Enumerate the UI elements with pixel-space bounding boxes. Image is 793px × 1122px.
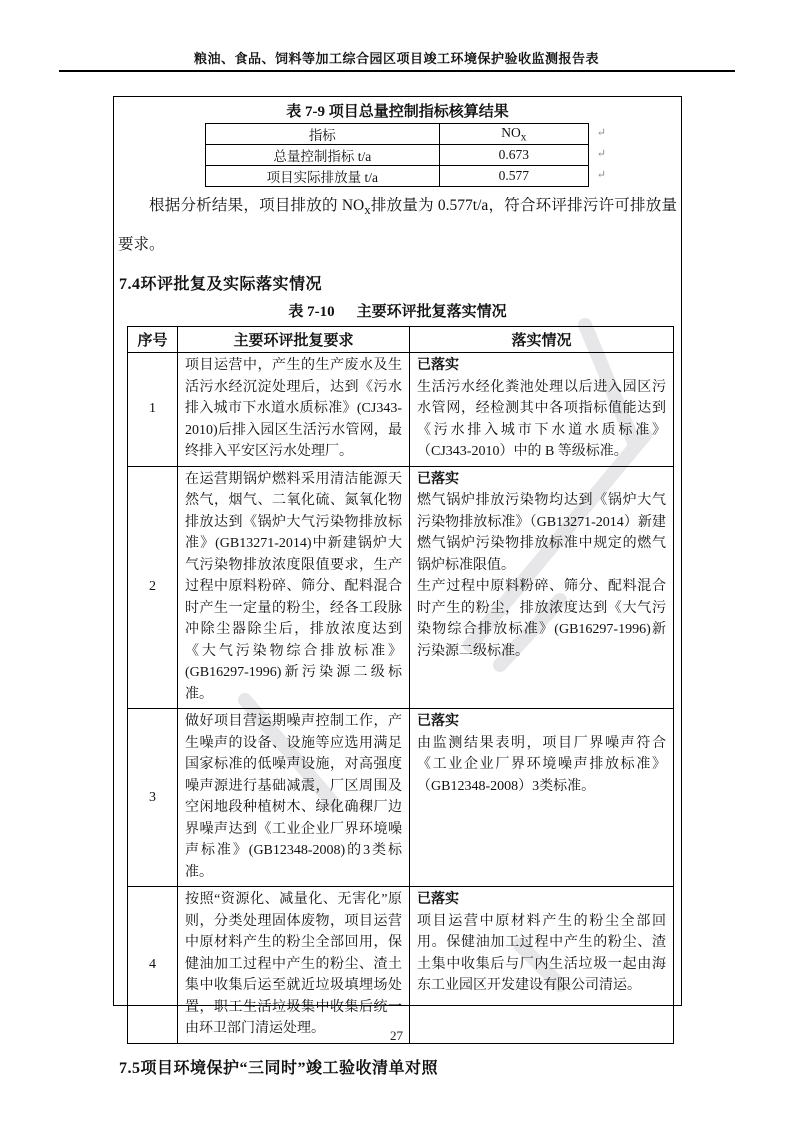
paragraph-mark-icon: ↵ xyxy=(596,169,606,181)
report-form-frame xyxy=(113,96,682,1077)
status-title: 已落实 xyxy=(417,714,459,730)
status-title: 已落实 xyxy=(417,358,459,374)
control-indicator-label: 总量控制指标 t/a xyxy=(206,145,440,166)
pollutant-symbol: NO xyxy=(501,124,521,140)
row-number: 2 xyxy=(128,466,178,709)
table-row xyxy=(128,887,674,1044)
indicator-header-cell: 指标 xyxy=(206,124,440,145)
analysis-text-part1: 根据分析结果，项目排放的 NO xyxy=(149,197,365,214)
analysis-text-part2: 排放量为 0.577t/a，符合环评排污许可排放量要求。 xyxy=(118,197,677,254)
pollutant-header-cell xyxy=(439,124,588,145)
status-cell xyxy=(410,353,674,467)
actual-emission-label: 项目实际排放量 t/a xyxy=(206,166,440,187)
table-row xyxy=(206,124,589,145)
status-cell xyxy=(410,466,674,709)
compliance-table xyxy=(127,326,674,1044)
status-paragraph: 生产过程中原料粉碎、筛分、配料混合时产生的粉尘，排放浓度达到《大气污染物综合排放标准》(GB16297-1996)新污染源二级标准。 xyxy=(417,579,666,659)
row-number: 4 xyxy=(128,887,178,1044)
status-cell xyxy=(410,887,674,1044)
table-row xyxy=(206,166,589,187)
status-paragraph: 由监测结果表明，项目厂界噪声符合《工业企业厂界环境噪声排放标准》（GB12348-2008）3类标准。 xyxy=(417,735,666,794)
status-cell xyxy=(410,709,674,887)
requirement-cell: 在运营期锅炉燃料采用清洁能源天然气，烟气、二氧化硫、氮氧化物排放达到《锅炉大气污染物排放标准》(GB13271-2014)中新建锅炉大气污染物排放浓度限值要求，生产过程中原料粉碎、筛分、配料混合时产生一定量的粉尘，经各工段脉冲除尘器除尘后，排放浓度达到《大气污染物综合排放标准》(GB16297-1996)新污染源二级标准。 xyxy=(178,466,410,709)
table-7-10-number: 表 7-10 xyxy=(288,304,335,321)
page-number: 27 xyxy=(390,1028,403,1043)
header-divider xyxy=(59,70,735,72)
table-row xyxy=(128,709,674,887)
analysis-paragraph xyxy=(118,188,677,262)
paragraph-mark-icon: ↵ xyxy=(596,127,606,139)
status-paragraph: 生活污水经化粪池处理以后进入园区污水管网，经检测其中各项指标值能达到《污水排入城市下水道水质标准》（CJ343-2010）中的 B 等级标准。 xyxy=(417,379,666,460)
section-7-5-heading: 7.5项目环境保护“三同时”竣工验收清单对照 xyxy=(119,1059,439,1077)
nox-subscript: x xyxy=(364,202,371,218)
total-control-table xyxy=(205,123,589,187)
requirement-cell: 按照“资源化、减量化、无害化”原则，分类处理固体废物，项目运营中原材料产生的粉尘全部回用，保健油加工过程中产生的粉尘、渣土集中收集后运至就近垃圾填埋场处置，职工生活垃圾集中收集后统一由环卫部门清运处理。 xyxy=(178,887,410,1044)
table-row xyxy=(128,466,674,709)
status-paragraph: 燃气锅炉排放污染物均达到《锅炉大气污染物排放标准》（GB13271-2014）新建燃气锅炉污染物排放标准中规定的燃气锅炉标准限值。 xyxy=(417,493,666,573)
control-indicator-value: 0.673 xyxy=(439,145,588,166)
table-7-10-caption xyxy=(114,300,681,321)
status-title: 已落实 xyxy=(417,892,459,908)
table-row xyxy=(128,353,674,467)
table-7-9-title: 表 7-9 项目总量控制指标核算结果 xyxy=(286,104,509,120)
actual-emission-value: 0.577 xyxy=(439,166,588,187)
status-title: 已落实 xyxy=(417,471,459,487)
col-header-number: 序号 xyxy=(128,327,178,353)
document-header-title: 粮油、食品、饲料等加工综合园区项目竣工环境保护验收监测报告表 xyxy=(193,51,599,66)
col-header-requirement: 主要环评批复要求 xyxy=(178,327,410,353)
table-row xyxy=(206,145,589,166)
status-paragraph: 项目运营中原材料产生的粉尘全部回用。保健油加工过程中产生的粉尘、渣土集中收集后与厂内生活垃圾一起由海东工业园区开发建设有限公司清运。 xyxy=(417,913,666,994)
requirement-cell: 项目运营中，产生的生产废水及生活污水经沉淀处理后，达到《污水排入城市下水道水质标准》(CJ343-2010)后排入园区生活污水管网，最终排入平安区污水处理厂。 xyxy=(178,353,410,467)
table-7-9-zone xyxy=(205,123,606,187)
row-number: 1 xyxy=(128,353,178,467)
col-header-status: 落实情况 xyxy=(410,327,674,353)
paragraph-marks xyxy=(597,123,606,186)
row-number: 3 xyxy=(128,709,178,887)
requirement-cell: 做好项目营运期噪声控制工作，产生噪声的设备、设施等应选用满足国家标准的低噪声设施，对高强度噪声源进行基础减震，厂区周围及空闲地段种植树木、绿化确稞厂边界噪声达到《工业企业厂界环境噪声标准》(GB12348-2008)的3类标准。 xyxy=(178,709,410,887)
pollutant-subscript: x xyxy=(520,131,527,144)
table-header-row xyxy=(128,327,674,353)
section-7-4-heading: 7.4环评批复及实际落实情况 xyxy=(119,276,323,294)
paragraph-mark-icon: ↵ xyxy=(596,148,606,160)
table-7-10-title: 主要环评批复落实情况 xyxy=(356,304,507,321)
